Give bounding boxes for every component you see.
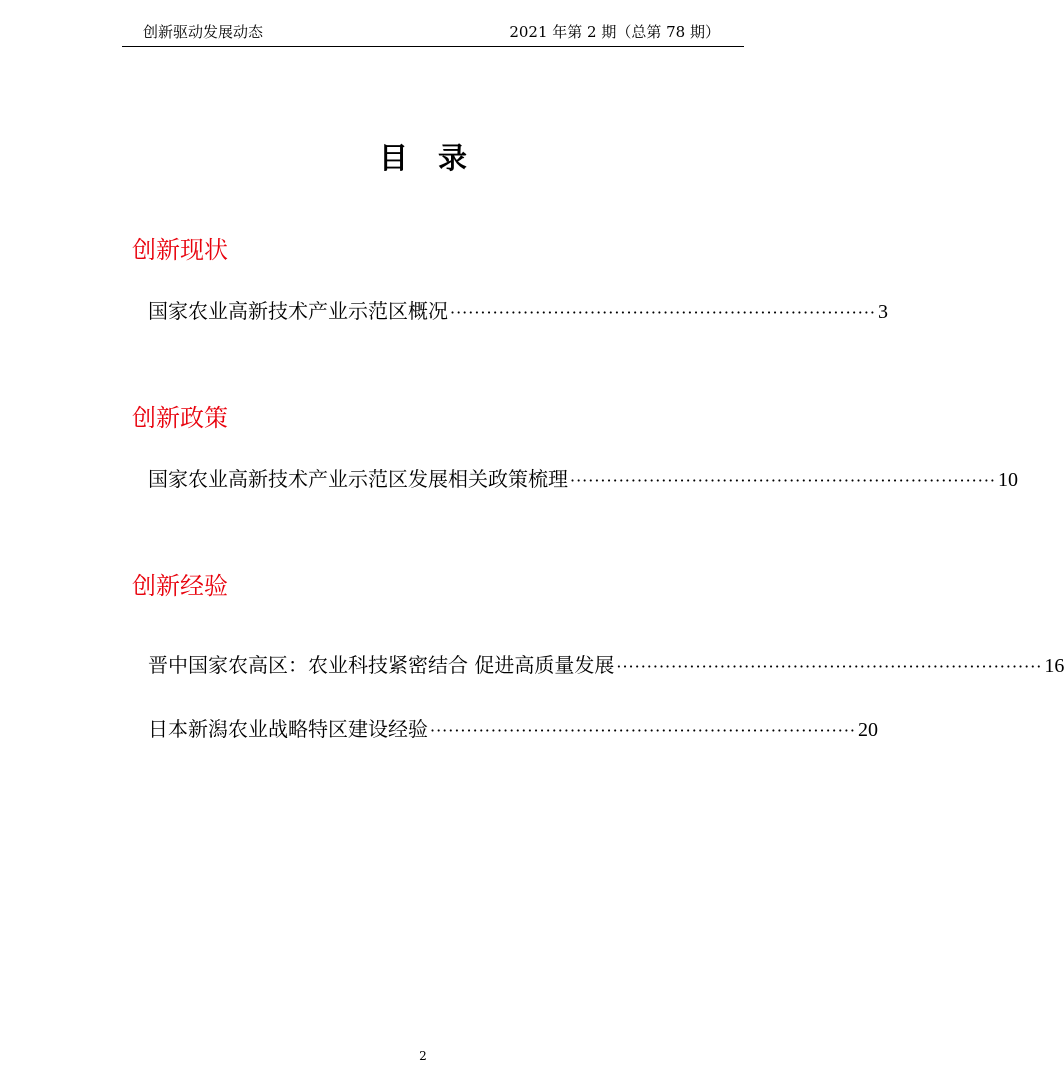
toc-dot-leader: ······································································ xyxy=(570,471,997,490)
toc-entry[interactable] xyxy=(148,715,879,745)
toc-entry-page: 3 xyxy=(878,301,889,323)
toc-entry-title: 晋中国家农高区：农业科技紧密结合 促进高质量发展 xyxy=(148,653,615,677)
toc-entry[interactable] xyxy=(148,465,1019,495)
toc-entry-page: 20 xyxy=(858,719,879,741)
header-divider xyxy=(122,46,744,47)
toc-entry[interactable] xyxy=(148,651,1064,681)
toc-entry[interactable] xyxy=(148,297,889,327)
page-number: 2 xyxy=(419,1049,427,1063)
page-title: 目录 xyxy=(378,141,497,175)
toc-entry-title: 国家农业高新技术产业示范区概况 xyxy=(148,299,448,323)
toc-dot-leader: ······································································ xyxy=(450,303,877,322)
section-heading-experience: 创新经验 xyxy=(132,572,228,600)
running-header-title: 创新驱动发展动态 xyxy=(143,23,264,41)
toc-dot-leader: ······································································ xyxy=(616,657,1043,676)
section-heading-policy: 创新政策 xyxy=(132,404,228,432)
toc-entry-page: 16 xyxy=(1044,655,1064,677)
running-header-issue: 2021 年第 2 期（总第 78 期） xyxy=(509,23,720,41)
section-heading-status: 创新现状 xyxy=(132,236,228,264)
toc-entry-title: 日本新潟农业战略特区建设经验 xyxy=(148,717,428,741)
toc-entry-page: 10 xyxy=(998,469,1019,491)
toc-entry-title: 国家农业高新技术产业示范区发展相关政策梳理 xyxy=(148,467,568,491)
toc-dot-leader: ······································································ xyxy=(430,721,857,740)
